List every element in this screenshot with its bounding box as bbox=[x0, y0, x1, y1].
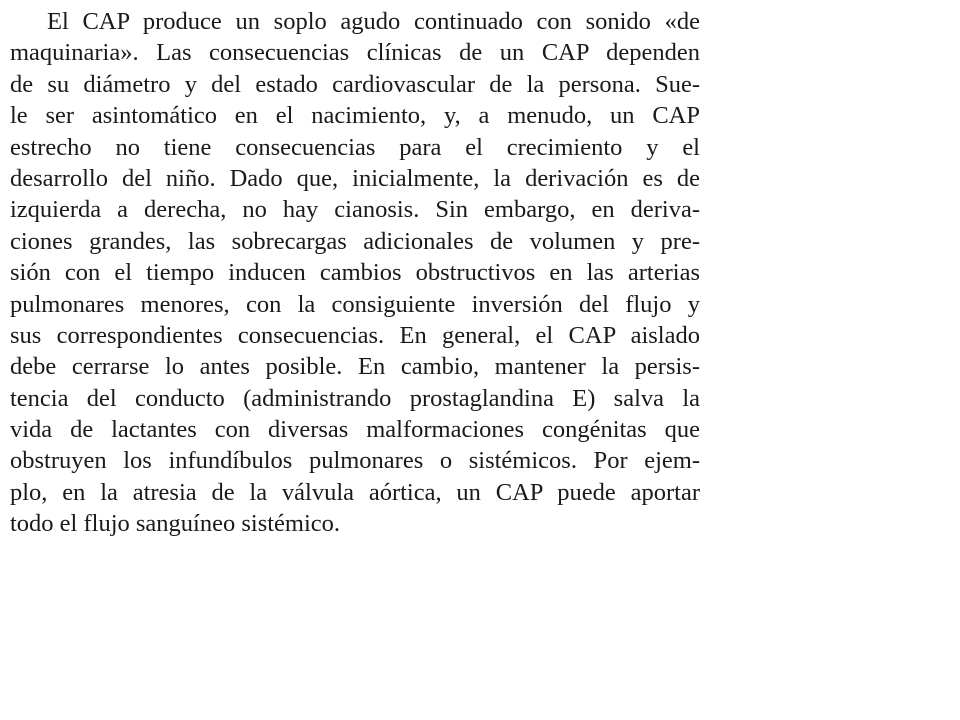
text-line: le ser asintomático en el nacimiento, y, a menudo, un CAP bbox=[10, 102, 700, 130]
text-line: todo el flujo sanguíneo sistémico. bbox=[10, 510, 341, 538]
text-line: de su diámetro y del estado cardiovascular de la persona. Sue- bbox=[10, 70, 700, 98]
text-line: plo, en la atresia de la válvula aórtica, un CAP puede aportar bbox=[10, 478, 700, 506]
text-line: desarrollo del niño. Dado que, inicialmente, la derivación es de bbox=[10, 164, 700, 192]
text-line: vida de lactantes con diversas malformaciones congénitas que bbox=[10, 416, 700, 444]
text-line: maquinaria». Las consecuencias clínicas de un CAP dependen bbox=[10, 39, 700, 67]
text-line: izquierda a derecha, no hay cianosis. Sin embargo, en deriva- bbox=[10, 196, 700, 224]
text-line: El CAP produce un soplo agudo continuado con sonido «de bbox=[47, 8, 700, 35]
text-line: ciones grandes, las sobrecargas adicionales de volumen y pre- bbox=[10, 227, 700, 255]
text-line: sus correspondientes consecuencias. En general, el CAP aislado bbox=[10, 321, 700, 349]
text-line: debe cerrarse lo antes posible. En cambio, mantener la persis- bbox=[10, 353, 700, 381]
text-line: tencia del conducto (administrando prostaglandina E) salva la bbox=[10, 384, 700, 412]
text-line: estrecho no tiene consecuencias para el crecimiento y el bbox=[10, 133, 700, 161]
text-line: sión con el tiempo inducen cambios obstructivos en las arterias bbox=[10, 259, 700, 287]
body-paragraph bbox=[10, 6, 700, 540]
text-line: pulmonares menores, con la consiguiente inversión del flujo y bbox=[10, 290, 700, 318]
text-line: obstruyen los infundíbulos pulmonares o sistémicos. Por ejem- bbox=[10, 447, 700, 475]
